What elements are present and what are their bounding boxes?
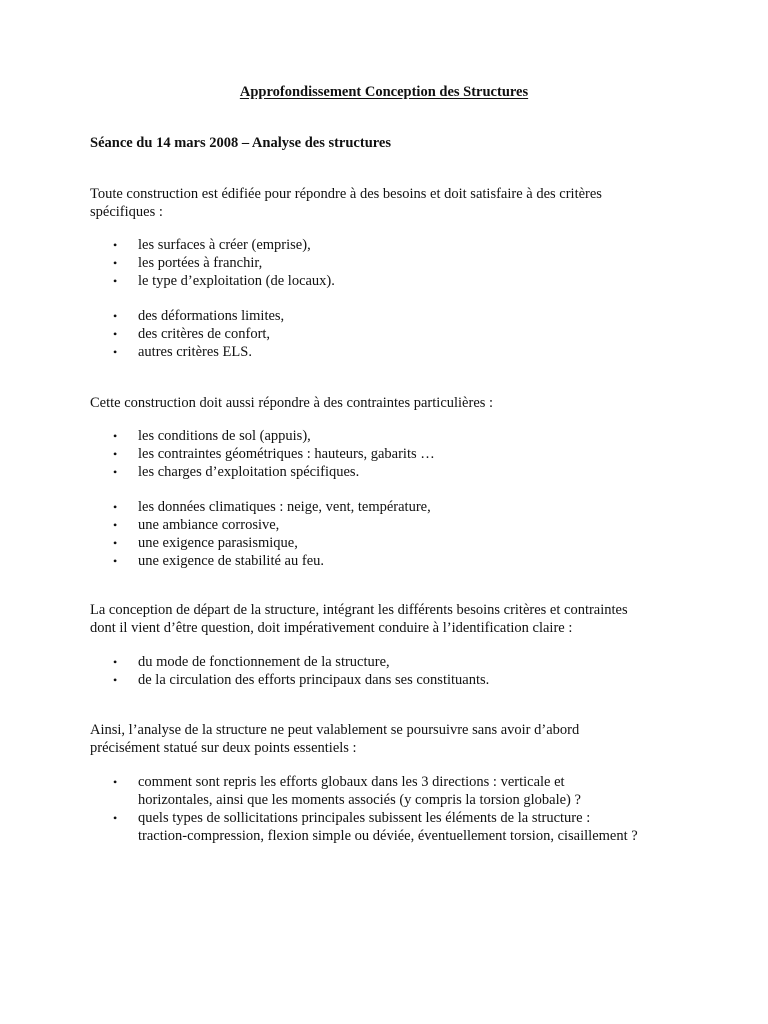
list-item: • comment sont repris les efforts globaux dans les 3 directions : verticale et horizontales, ainsi que les moments associés (y compris la torsion globale) ? [113, 774, 581, 808]
bullet-icon: • [113, 554, 118, 568]
bullet-icon: • [113, 536, 118, 550]
list-item: • autres critères ELS. [113, 344, 252, 360]
bullet-icon: • [113, 518, 118, 532]
identification-list [0, 653, 678, 689]
list-item: • les surfaces à créer (emprise), [113, 237, 311, 253]
bullet-icon: • [113, 327, 118, 341]
list-item: • des déformations limites, [113, 308, 285, 324]
list-item: • une ambiance corrosive, [113, 517, 280, 533]
essential-points-list [0, 773, 678, 845]
criteria-list [0, 307, 678, 361]
list-item: • des critères de confort, [113, 326, 271, 342]
list-item: • une exigence parasismique, [113, 535, 298, 551]
bullet-icon: • [113, 655, 118, 669]
list-item: • les contraintes géométriques : hauteurs, gabarits … [113, 446, 435, 462]
bullet-icon: • [113, 447, 118, 461]
bullet-icon: • [113, 256, 118, 270]
bullet-icon: • [113, 274, 118, 288]
list-item: • les conditions de sol (appuis), [113, 428, 311, 444]
list-item: • de la circulation des efforts principaux dans ses constituants. [113, 672, 490, 688]
analysis-paragraph [90, 721, 690, 757]
analysis-line-2: précisément statué sur deux points essentiels : [90, 740, 357, 756]
design-line-1: La conception de départ de la structure, intégrant les différents besoins critères et contraintes [90, 602, 628, 618]
list-item: • quels types de sollicitations principales subissent les éléments de la structure : traction-compression, flexion simple ou déviée, éventuellement torsion, cisaillement ? [113, 810, 638, 844]
session-heading: Séance du 14 mars 2008 – Analyse des structures [90, 135, 392, 151]
constraints-paragraph: Cette construction doit aussi répondre à des contraintes particulières : [90, 395, 494, 411]
list-item: • les données climatiques : neige, vent, température, [113, 499, 431, 515]
design-paragraph [90, 601, 690, 637]
bullet-icon: • [113, 429, 118, 443]
bullet-icon: • [113, 345, 118, 359]
analysis-line-1: Ainsi, l’analyse de la structure ne peut valablement se poursuivre sans avoir d’abord [90, 722, 580, 738]
bullet-icon: • [113, 673, 118, 687]
design-line-2: dont il vient d’être question, doit impérativement conduire à l’identification claire : [90, 620, 573, 636]
intro-line-2: spécifiques : [90, 204, 163, 220]
intro-line-1: Toute construction est édifiée pour répondre à des besoins et doit satisfaire à des critères [90, 186, 602, 202]
intro-paragraph [90, 185, 690, 221]
bullet-icon: • [113, 238, 118, 252]
document-title: Approfondissement Conception des Structures [239, 84, 529, 100]
list-item: • le type d’exploitation (de locaux). [113, 273, 335, 289]
needs-list [0, 236, 678, 290]
bullet-icon: • [113, 465, 118, 479]
list-item: • les charges d’exploitation spécifiques. [113, 464, 360, 480]
environment-list [0, 498, 678, 570]
list-item: • du mode de fonctionnement de la structure, [113, 654, 390, 670]
bullet-icon: • [113, 775, 118, 789]
list-item: • les portées à franchir, [113, 255, 263, 271]
constraints-list [0, 427, 678, 481]
bullet-icon: • [113, 811, 118, 825]
list-item: • une exigence de stabilité au feu. [113, 553, 325, 569]
bullet-icon: • [113, 309, 118, 323]
bullet-icon: • [113, 500, 118, 514]
